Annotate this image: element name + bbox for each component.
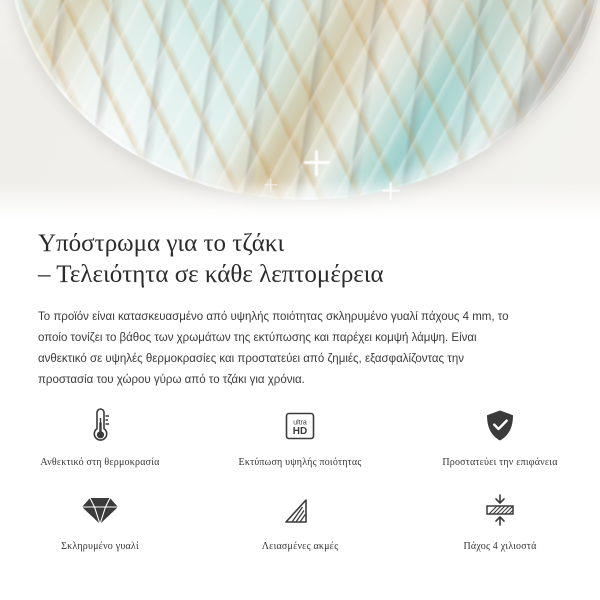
body-paragraph: Το προϊόν είναι κατασκευασμένο από υψηλής ποιότητας σκληρυμένο γυαλί πάχους 4 mm, το οποίο τονίζει το βάθος των χρωμάτων της εκτύπωσης και παρέχει κομψή λάμψη. Είναι ανθεκτικό σε υψηλές θερμοκρασίες και προστατεύει από ζημιές, εξασφαλίζοντας την προστασία του χώρου γύρω από το τζάκι για χρόνια. xyxy=(38,311,509,386)
page-title xyxy=(0,228,600,290)
feature-label: Ανθεκτικό στη θερμοκρασία xyxy=(40,457,160,468)
feature-item-tempered-glass xyxy=(0,488,200,552)
thermometer-icon xyxy=(83,404,117,448)
page-title-line-2: – Τελειότητα σε κάθε λεπτομέρεια xyxy=(38,261,384,288)
feature-label: Προστατεύει την επιφάνεια xyxy=(442,457,558,468)
feature-label: Εκτύπωση υψηλής ποιότητας xyxy=(238,457,362,468)
hero-image xyxy=(0,0,600,222)
thickness-arrows-icon xyxy=(478,488,522,532)
content-block xyxy=(0,228,600,391)
feature-label: Πάχος 4 χιλιοστά xyxy=(463,541,537,552)
hero-fade-overlay xyxy=(0,182,600,222)
shield-check-icon xyxy=(481,404,519,448)
feature-grid xyxy=(0,404,600,552)
ultra-hd-icon xyxy=(280,404,320,448)
feature-item-surface-protection xyxy=(400,404,600,468)
page-title-line-1: Υπόστρωμα για το τζάκι xyxy=(38,230,285,257)
feature-item-polished-edges xyxy=(200,488,400,552)
feature-item-print-quality xyxy=(200,404,400,468)
feature-label: Λειασμένες ακμές xyxy=(261,541,339,552)
svg-text:HD: HD xyxy=(292,426,308,437)
svg-text:ultra: ultra xyxy=(293,419,307,427)
feature-item-thickness xyxy=(400,488,600,552)
feature-label: Σκληρυμένο γυαλί xyxy=(61,541,139,552)
polished-edges-icon xyxy=(280,488,320,532)
diamond-icon xyxy=(80,488,120,532)
feature-item-temperature xyxy=(0,404,200,468)
